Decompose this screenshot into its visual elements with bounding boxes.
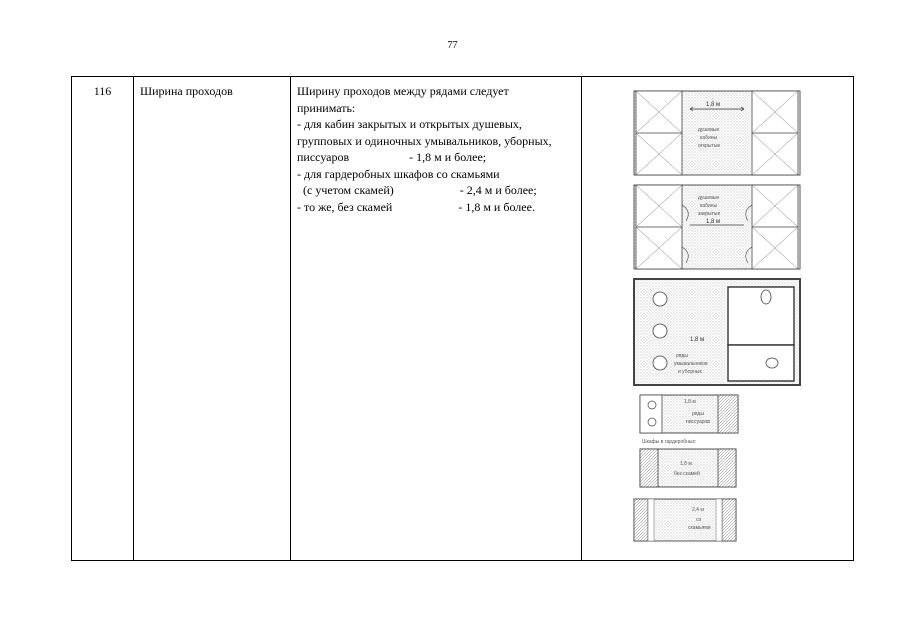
figure-note: умывальников bbox=[674, 361, 708, 367]
row-title: Ширина проходов bbox=[134, 77, 291, 561]
figure-note: кабины bbox=[700, 203, 718, 209]
page-number: 77 bbox=[447, 40, 458, 51]
row-number: 116 bbox=[72, 77, 134, 561]
description-line: групповых и одиночных умывальников, уборных, bbox=[297, 133, 552, 148]
dimension-label: 1,8 м bbox=[684, 399, 696, 405]
description-line: писсуаров - 1,8 м и более; bbox=[297, 150, 487, 164]
drawing-open-showers bbox=[634, 91, 800, 175]
description-line: Ширину проходов между рядами следует bbox=[297, 84, 509, 98]
figure-note: ряды bbox=[676, 353, 688, 359]
figure-note: душевые bbox=[698, 195, 720, 201]
figures-cell bbox=[582, 77, 854, 561]
figure-note: без скамей bbox=[674, 471, 700, 477]
table-row bbox=[72, 77, 854, 561]
figure-note: писсуаров bbox=[686, 419, 710, 425]
drawing-closed-showers bbox=[634, 185, 800, 269]
figure-note: ряды bbox=[692, 411, 704, 417]
figure-note: кабины bbox=[700, 135, 718, 141]
dimension-label: 1,8 м bbox=[690, 337, 705, 343]
dimension-label: 1,8 м bbox=[680, 461, 692, 467]
figure-note: душевые bbox=[698, 127, 720, 133]
figure-note: открытые bbox=[698, 143, 721, 149]
wardrobe-caption: Шкафы в гардеробных: bbox=[642, 439, 697, 445]
description-line: - для кабин закрытых и открытых душевых, bbox=[297, 117, 522, 131]
norms-table bbox=[71, 76, 854, 561]
drawing-wardrobes-with-benches bbox=[634, 499, 736, 541]
figure-note: и уборных bbox=[678, 369, 703, 375]
aisle-width-drawings bbox=[582, 77, 854, 557]
dimension-label: 1,8 м bbox=[706, 102, 721, 108]
description-line: - для гардеробных шкафов со скамьями bbox=[297, 166, 500, 181]
description-line: (с учетом скамей) - 2,4 м и более; bbox=[297, 183, 537, 197]
dimension-label: 2,4 м bbox=[692, 507, 704, 513]
figure-note: закрытые bbox=[698, 211, 721, 217]
figure-note: скамьями bbox=[688, 525, 711, 531]
dimension-label: 1,8 м bbox=[706, 219, 721, 225]
drawing-urinals bbox=[640, 395, 738, 433]
drawing-wardrobes-no-benches bbox=[640, 449, 736, 487]
description-line: принимать: bbox=[297, 100, 356, 115]
figure-note: со bbox=[696, 517, 702, 523]
row-description bbox=[291, 77, 582, 561]
drawing-washbasins-toilets bbox=[634, 279, 800, 385]
description-line: - то же, без скамей - 1,8 м и более. bbox=[297, 199, 535, 214]
